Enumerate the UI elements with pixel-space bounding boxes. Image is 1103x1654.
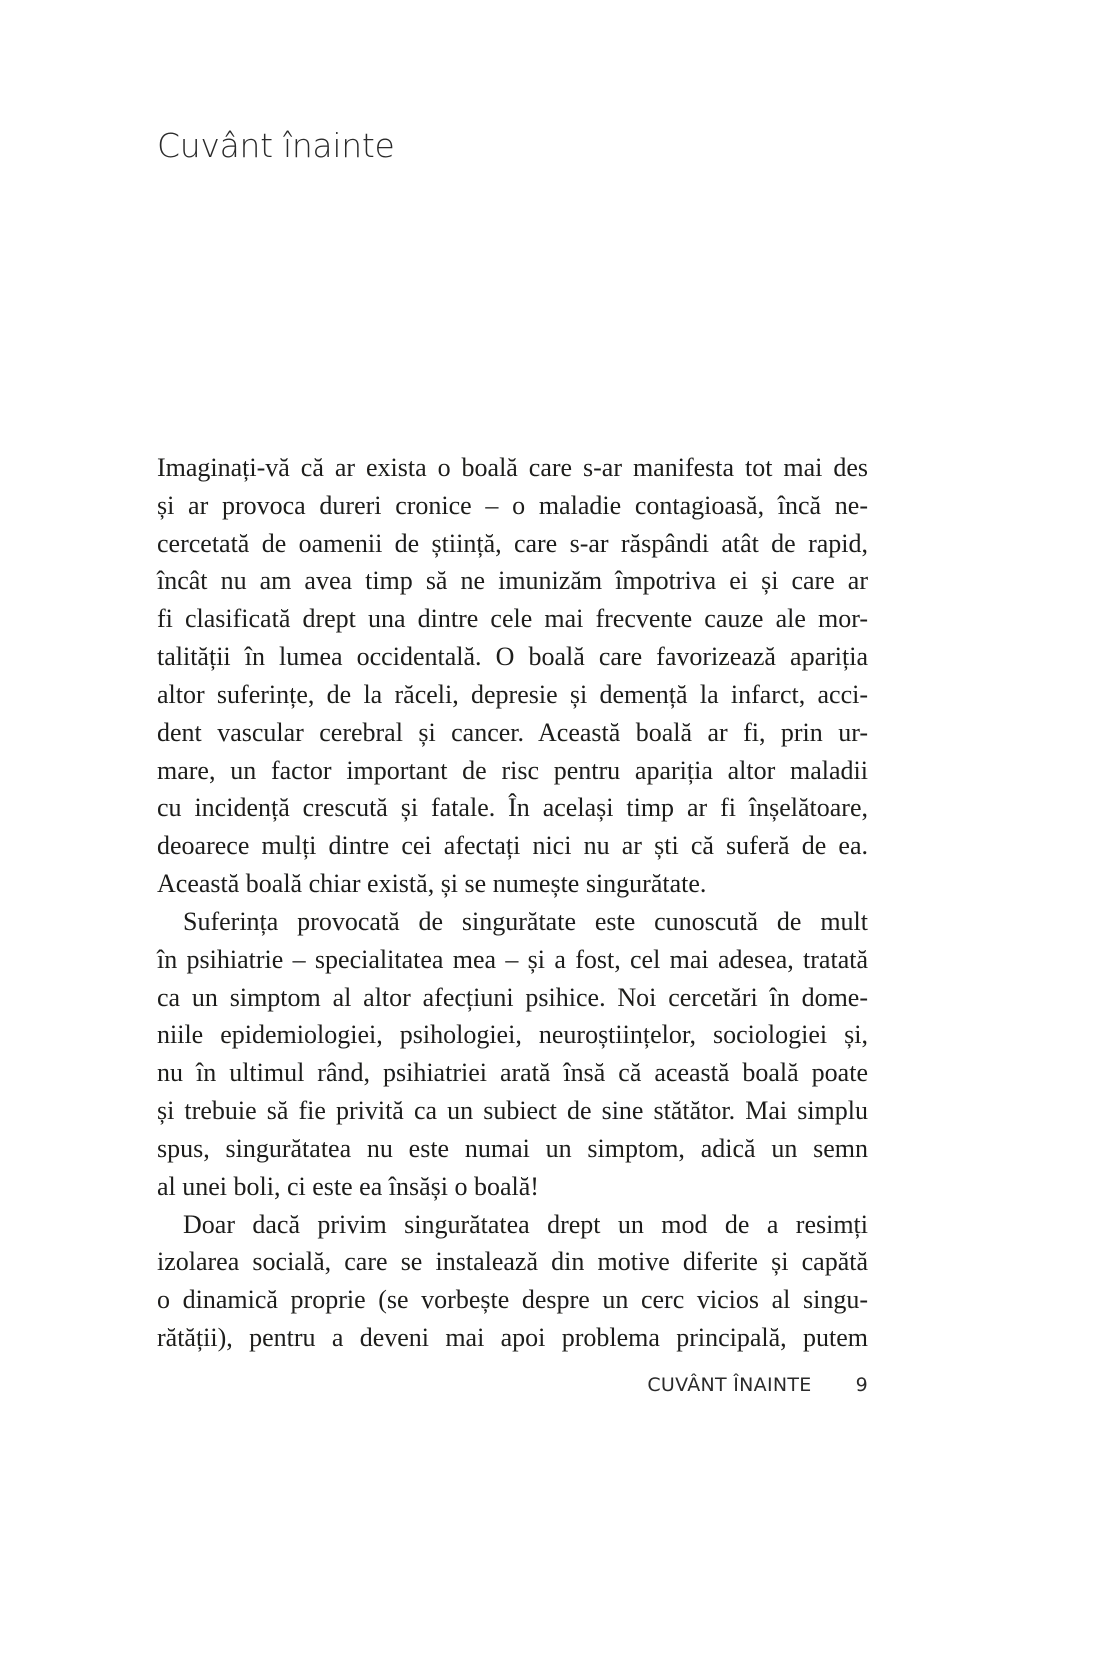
text-line: fi clasificată drept una dintre cele mai frecvente cauze ale mor- [157,604,868,634]
running-head: CUVÂNT ÎNAINTE [647,1374,812,1396]
text-line: rătății), pentru a deveni mai apoi problema principală, putem [157,1323,868,1353]
text-line: Imaginați-vă că ar exista o boală care s-ar manifesta tot mai des [157,453,868,482]
text-line: cu incidență crescută și fatale. În același timp ar fi înșelătoare, [157,793,868,823]
text-line: Această boală chiar există, și se numește singurătate. [157,869,707,899]
page-number: 9 [855,1374,868,1396]
paragraph [157,449,868,903]
text-line: deoarece mulți dintre cei afectați nici nu ar ști că suferă de ea. [157,831,868,861]
body-text [157,449,868,1357]
paragraph [157,1206,868,1357]
text-line: al unei boli, ci este ea însăși o boală! [157,1171,539,1201]
text-line: Suferința provocată de singurătate este cunoscută de mult [183,906,868,936]
text-line: cercetată de oamenii de știință, care s-ar răspândi atât de rapid, [157,528,868,558]
text-line: ca un simptom al altor afecțiuni psihice. Noi cercetări în dome- [157,982,868,1012]
text-line: Doar dacă privim singurătatea drept un mod de a resimți [183,1209,868,1239]
text-line: în psihiatrie – specialitatea mea – și a fost, cel mai adesea, tratată [157,944,868,974]
text-line: niile epidemiologiei, psihologiei, neuroștiințelor, sociologiei și, [157,1020,868,1050]
paragraph [157,903,868,1206]
page-footer [647,1374,868,1396]
text-line: și trebuie să fie privită ca un subiect de sine stătător. Mai simplu [157,1096,868,1126]
chapter-title: Cuvânt înainte [157,126,395,165]
text-line: încât nu am avea timp să ne imunizăm împotriva ei și care ar [157,566,868,596]
text-line: și ar provoca dureri cronice – o maladie contagioasă, încă ne- [157,490,868,520]
text-line: mare, un factor important de risc pentru apariția altor maladii [157,755,868,785]
text-line: talității în lumea occidentală. O boală care favorizează apariția [157,642,868,672]
text-line: nu în ultimul rând, psihiatriei arată însă că această boală poate [157,1058,868,1088]
text-line: dent vascular cerebral și cancer. Această boală ar fi, prin ur- [157,717,868,747]
text-line: o dinamică proprie (se vorbește despre un cerc vicios al singu- [157,1285,868,1315]
text-line: izolarea socială, care se instalează din motive diferite și capătă [157,1247,868,1277]
text-line: spus, singurătatea nu este numai un simptom, adică un semn [157,1133,868,1163]
text-line: altor suferințe, de la răceli, depresie și demență la infarct, acci- [157,679,868,709]
